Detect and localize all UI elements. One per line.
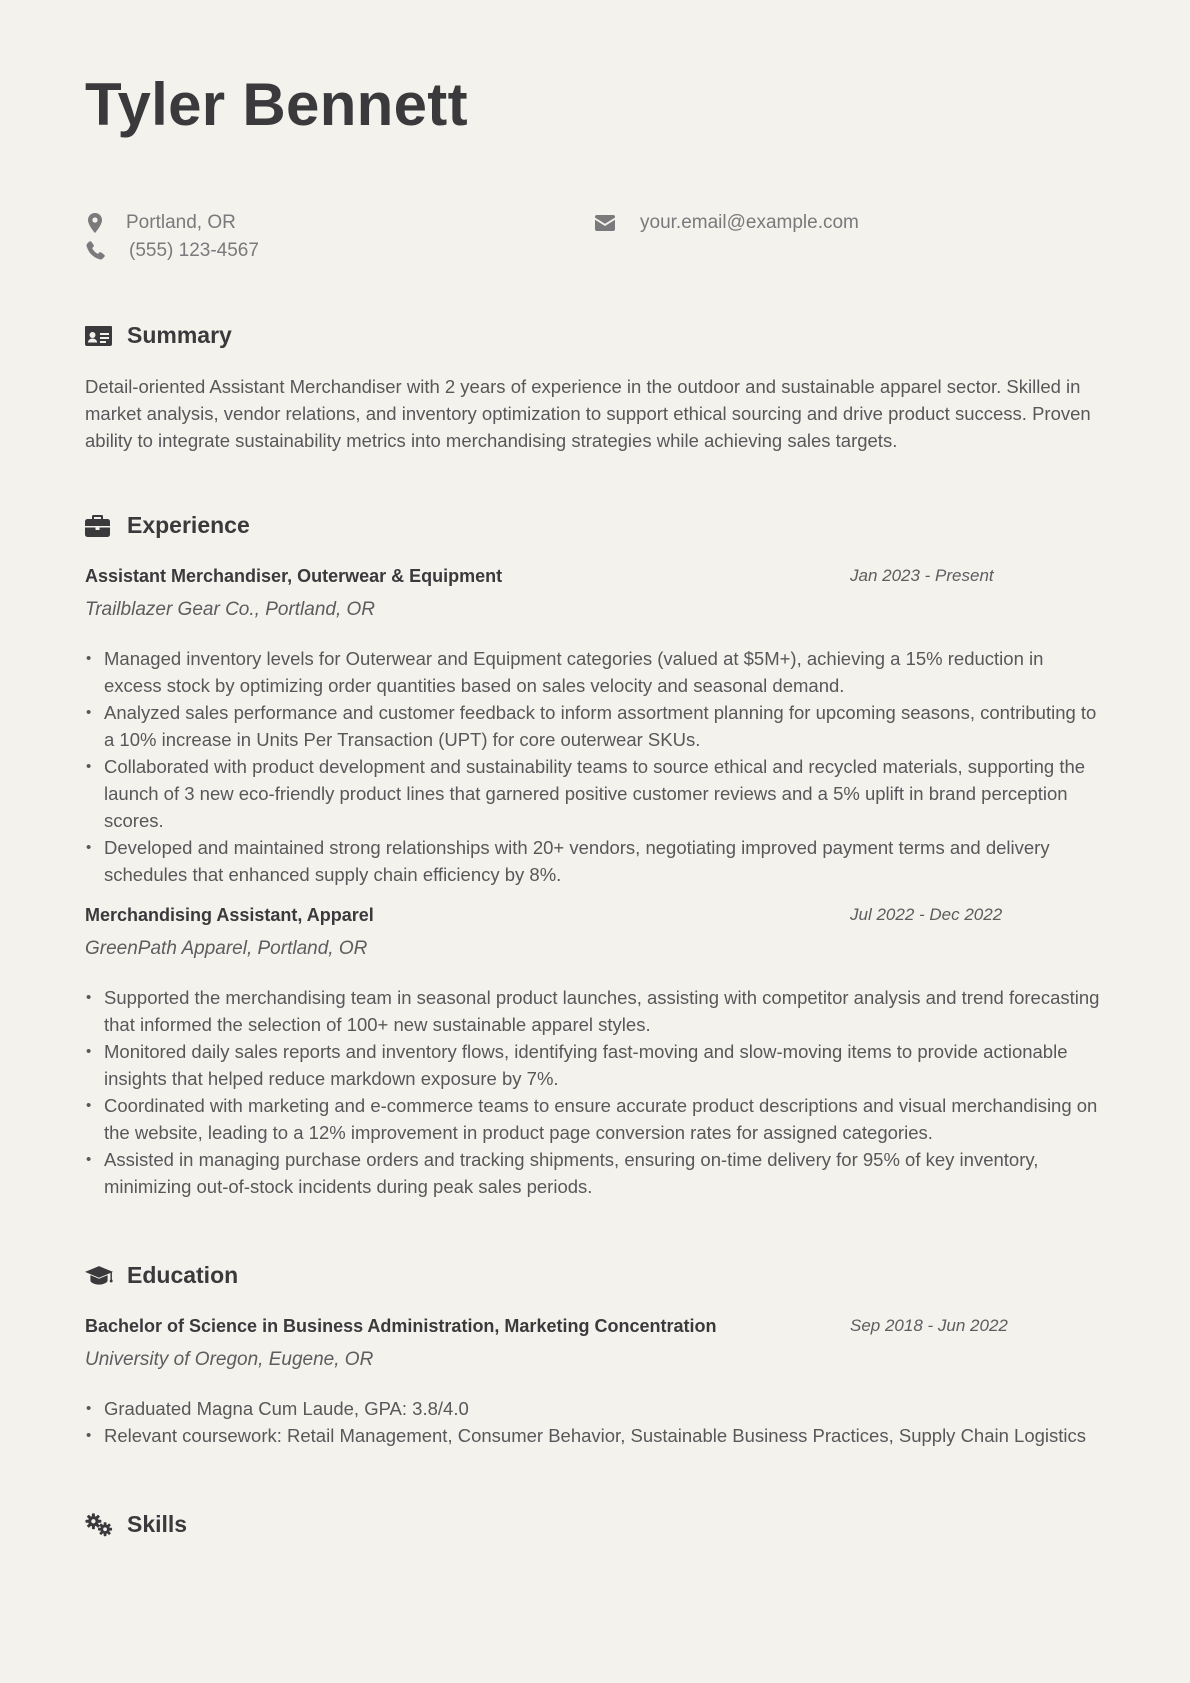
list-item: • Coordinated with marketing and e-commerce teams to ensure accurate product descriptions and visual merchandising on the website, leading to a 12% improvement in product page conversion rates for assigned categories.: [85, 1092, 1105, 1146]
list-item: • Developed and maintained strong relationships with 20+ vendors, negotiating improved payment terms and delivery schedules that enhanced supply chain efficiency by 8%.: [85, 834, 1105, 888]
email-text[interactable]: your.email@example.com: [640, 212, 859, 233]
summary-text: Detail-oriented Assistant Merchandiser with 2 years of experience in the outdoor and sustainable apparel sector. Skilled in market analysis, vendor relations, and inventory optimization to support ethical sourcing and drive product success. Proven ability to integrate sustainability metrics into merchandising strategies while achieving sales targets.: [85, 376, 1091, 451]
candidate-name: Tyler Bennett: [85, 71, 468, 138]
phone-text: (555) 123-4567: [129, 240, 259, 261]
envelope-icon: [595, 212, 615, 234]
degree-title: Bachelor of Science in Business Administration, Marketing Concentration: [85, 1316, 717, 1336]
job-bullets: [85, 984, 1105, 1200]
job-title: Merchandising Assistant, Apparel: [85, 905, 374, 925]
job-bullets: [85, 645, 1105, 888]
list-item: • Monitored daily sales reports and inventory flows, identifying fast-moving and slow-moving items to provide actionable insights that helped reduce markdown exposure by 7%.: [85, 1038, 1105, 1092]
job-dates: Jul 2022 - Dec 2022: [850, 905, 1003, 924]
job-company: Trailblazer Gear Co., Portland, OR: [85, 599, 376, 620]
summary-heading: Summary: [85, 322, 232, 349]
list-item: • Managed inventory levels for Outerwear and Equipment categories (valued at $5M+), achieving a 15% reduction in excess stock by optimizing order quantities based on sales velocity and seasonal demand.: [85, 645, 1105, 699]
graduation-cap-icon: [85, 1264, 113, 1288]
education-bullets: [85, 1395, 1105, 1449]
resume-page: [85, 0, 1105, 1683]
experience-heading: Experience: [85, 512, 250, 539]
cogs-icon: [85, 1513, 113, 1537]
location-text: Portland, OR: [126, 212, 236, 233]
list-item: • Supported the merchandising team in seasonal product launches, assisting with competitor analysis and trend forecasting that informed the selection of 100+ new sustainable apparel styles.: [85, 984, 1105, 1038]
education-heading: Education: [85, 1262, 238, 1289]
contact-phone: [85, 240, 259, 262]
map-marker-icon: [85, 212, 105, 234]
list-item: • Relevant coursework: Retail Management, Consumer Behavior, Sustainable Business Practices, Supply Chain Logistics: [85, 1422, 1105, 1449]
school-name: University of Oregon, Eugene, OR: [85, 1349, 374, 1370]
id-card-icon: [85, 324, 113, 348]
phone-icon: [85, 240, 105, 262]
job-dates: Jan 2023 - Present: [850, 566, 994, 585]
education-dates: Sep 2018 - Jun 2022: [850, 1316, 1008, 1335]
job-company: GreenPath Apparel, Portland, OR: [85, 938, 368, 959]
list-item: • Collaborated with product development and sustainability teams to source ethical and recycled materials, supporting the launch of 3 new eco-friendly product lines that garnered positive customer reviews and a 5% uplift in brand perception scores.: [85, 753, 1105, 834]
briefcase-icon: [85, 514, 113, 538]
list-item: • Graduated Magna Cum Laude, GPA: 3.8/4.0: [85, 1395, 1105, 1422]
job-title: Assistant Merchandiser, Outerwear & Equipment: [85, 566, 503, 586]
skills-heading: Skills: [85, 1511, 187, 1538]
contact-email: [595, 212, 859, 234]
list-item: • Analyzed sales performance and customer feedback to inform assortment planning for upcoming seasons, contributing to a 10% increase in Units Per Transaction (UPT) for core outerwear SKUs.: [85, 699, 1105, 753]
list-item: • Assisted in managing purchase orders and tracking shipments, ensuring on-time delivery for 95% of key inventory, minimizing out-of-stock incidents during peak sales periods.: [85, 1146, 1105, 1200]
contact-location: [85, 212, 236, 234]
